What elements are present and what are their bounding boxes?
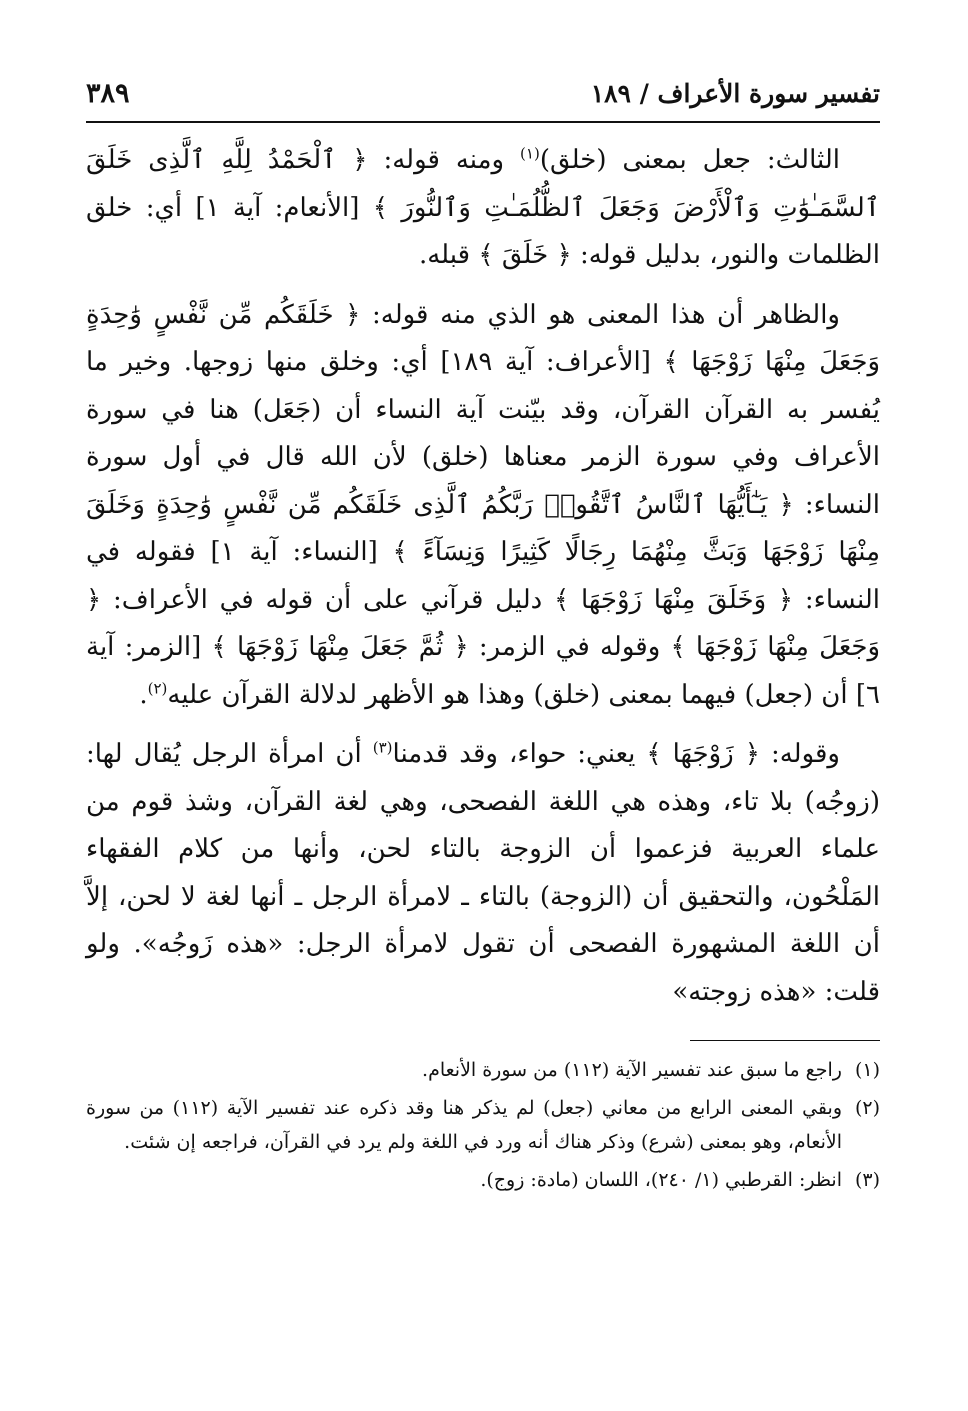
book-page <box>86 78 880 1201</box>
footnote-1 <box>86 1053 880 1087</box>
footnote-number: (١) <box>854 1059 880 1081</box>
footnote-number: (٣) <box>854 1169 880 1191</box>
main-text <box>86 137 880 1016</box>
footnote-text: انظر: القرطبي (١/ ٢٤٠)، اللسان (مادة: زوج). <box>480 1169 842 1191</box>
page-header <box>86 78 880 123</box>
paragraph-text-after: ومنه قوله: ﴿ ٱلْحَمْدُ لِلَّهِ ٱلَّذِى خَلَقَ ٱلسَّمَـٰوَٰتِ وَٱلْأَرْضَ وَجَعَلَ ٱلظُّلُمَـٰتِ وَٱلنُّورَ ﴾ [الأنعام: آية ١] أي: خلق الظلمات والنور، بدليل قوله: ﴿ خَلَقَ ﴾ قبله. <box>86 145 880 270</box>
header-title: تفسير سورة الأعراف / ١٨٩ <box>590 79 880 108</box>
footnote-2 <box>86 1091 880 1159</box>
footnote-number: (٢) <box>854 1097 880 1119</box>
paragraph-1 <box>86 137 880 280</box>
footnote-ref-3: (٣) <box>372 738 393 757</box>
paragraph-text: والظاهر أن هذا المعنى هو الذي منه قوله: ﴿ خَلَقَكُم مِّن نَّفْسٍ وَٰحِدَةٍ وَجَعَلَ مِنْهَا زَوْجَهَا ﴾ [الأعراف: آية ١٨٩] أي: وخلق منها زوجها. وخير ما يُفسر به القرآن القرآن، وقد بيّنت آية النساء أن (جَعَل) هنا في سورة الأعراف وفي سورة الزمر معناها (خلق) لأن الله قال في أول سورة النساء: ﴿ يَـٰٓأَيُّهَا ٱلنَّاسُ ٱتَّقُوا۟ رَبَّكُمُ ٱلَّذِى خَلَقَكُم مِّن نَّفْسٍ وَٰحِدَةٍ وَخَلَقَ مِنْهَا زَوْجَهَا وَبَثَّ مِنْهُمَا رِجَالًا كَثِيرًا وَنِسَآءً ﴾ [النساء: آية ١] فقوله في النساء: ﴿ وَخَلَقَ مِنْهَا زَوْجَهَا ﴾ دليل قرآني على أن قوله في الأعراف: ﴿ وَجَعَلَ مِنْهَا زَوْجَهَا ﴾ وقوله في الزمر: ﴿ ثُمَّ جَعَلَ مِنْهَا زَوْجَهَا ﴾ [الزمر: آية ٦] أن (جعل) فيهما بمعنى (خلق) وهذا هو الأظهر لدلالة القرآن عليه <box>86 299 880 710</box>
paragraph-2 <box>86 292 880 720</box>
footnote-divider <box>690 1040 880 1041</box>
footnotes <box>86 1053 880 1197</box>
paragraph-text: وقوله: ﴿ زَوْجَهَا ﴾ يعني: حواء، وقد قدمنا <box>392 739 840 769</box>
footnote-ref-2: (٢) <box>147 678 168 697</box>
paragraph-text-after: . <box>139 679 148 710</box>
paragraph-3 <box>86 731 880 1016</box>
paragraph-text-after: أن امرأة الرجل يُقال لها: (زوجُه) بلا تاء، وهذه هي اللغة الفصحى، وهي لغة القرآن، وشذ قوم من علماء العربية فزعموا أن الزوجة بالتاء لحن، وأنها من كلام الفقهاء المَلْحُون، والتحقيق أن (الزوجة) بالتاء ـ لامرأة الرجل ـ أنها لغة لا لحن، إلاَّ أن اللغة المشهورة الفصحى أن تقول لامرأة الرجل: «هذه زَوجُه». ولو قلت: «هذه زوجته» <box>86 739 880 1007</box>
footnote-text: وبقي المعنى الرابع من معاني (جعل) لم يذكر هنا وقد ذكره عند تفسير الآية (١١٢) من سورة الأنعام، وهو بمعنى (شرع) وذكر هناك أنه ورد في اللغة ولم يرد في القرآن، فراجعه إن شئت. <box>86 1097 843 1153</box>
footnote-3 <box>86 1163 880 1197</box>
footnote-ref-1: (١) <box>520 144 540 163</box>
footnote-text: راجع ما سبق عند تفسير الآية (١١٢) من سورة الأنعام. <box>422 1059 842 1081</box>
page-number: ٣٨٩ <box>86 78 130 109</box>
paragraph-text: الثالث: جعل بمعنى (خلق) <box>539 145 840 175</box>
